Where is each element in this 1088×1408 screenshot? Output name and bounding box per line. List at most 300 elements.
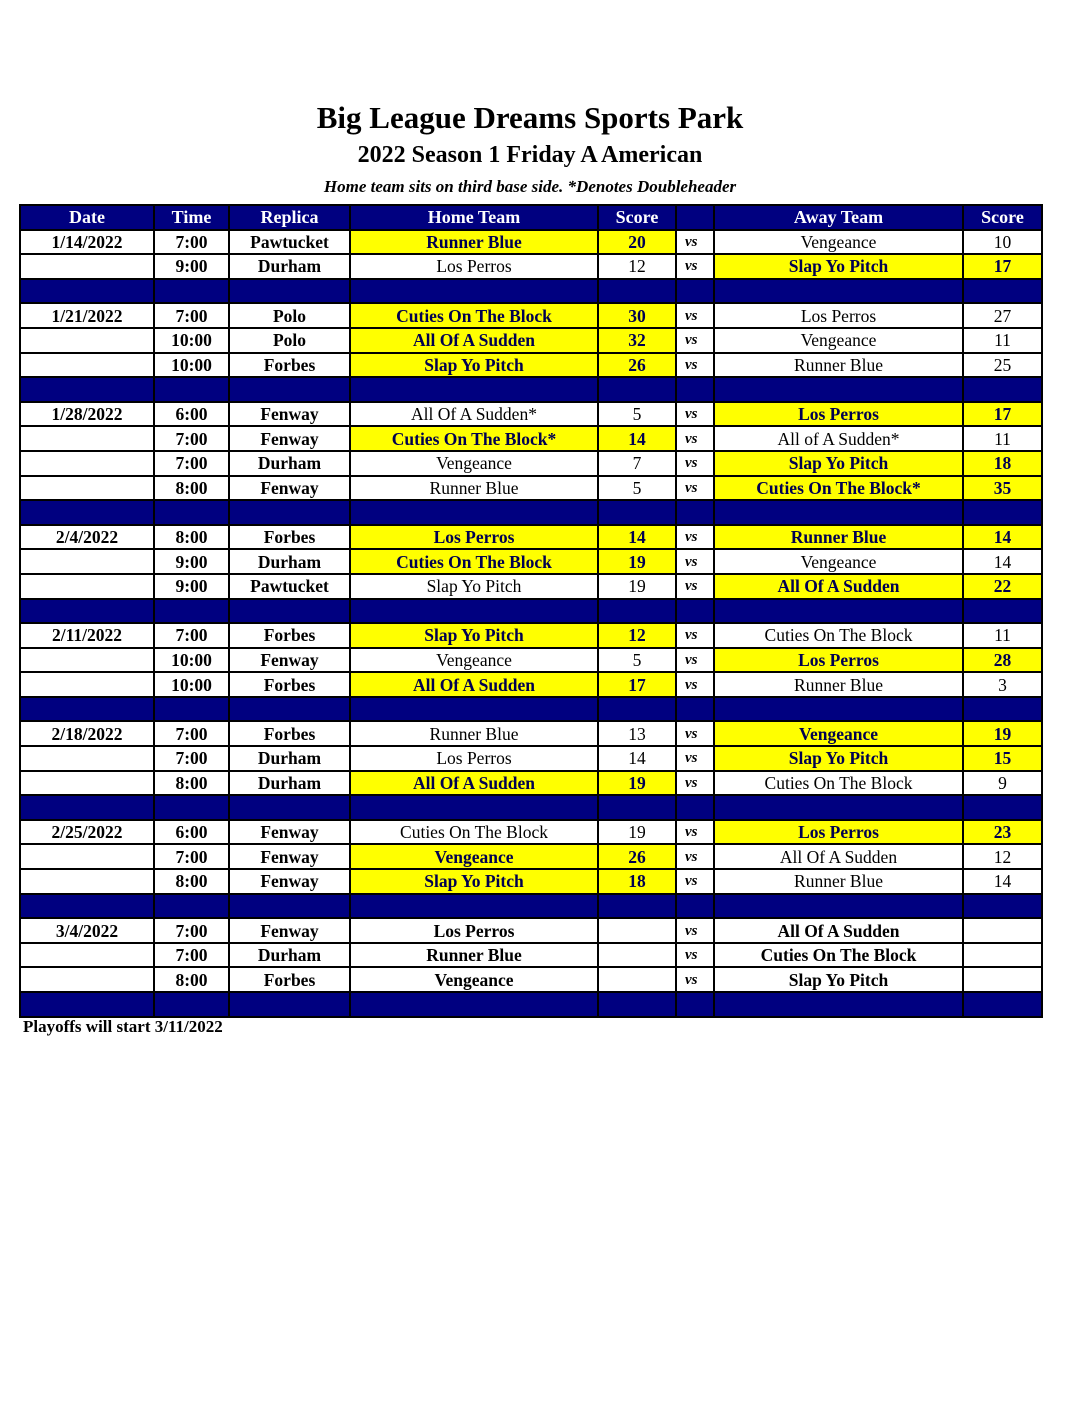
vs-label: vs <box>676 525 714 550</box>
home-team: Runner Blue <box>350 943 598 968</box>
game-row <box>20 525 1042 550</box>
week-separator-row <box>20 377 1042 402</box>
separator-cell <box>714 599 963 624</box>
away-team: Slap Yo Pitch <box>714 451 963 476</box>
playoffs-note: Playoffs will start 3/11/2022 <box>23 1017 223 1036</box>
vs-label: vs <box>676 820 714 845</box>
game-row <box>20 943 1042 968</box>
week-separator-row <box>20 599 1042 624</box>
separator-cell <box>229 279 350 304</box>
away-score: 11 <box>963 328 1042 353</box>
header-row <box>20 205 1042 230</box>
separator-cell <box>20 795 154 820</box>
home-team: Cuties On The Block* <box>350 426 598 451</box>
vs-label: vs <box>676 230 714 255</box>
game-row <box>20 353 1042 378</box>
page-subtitle: 2022 Season 1 Friday A American <box>357 142 703 168</box>
separator-cell <box>963 279 1042 304</box>
game-time: 7:00 <box>154 918 229 943</box>
game-row <box>20 746 1042 771</box>
away-score: 25 <box>963 353 1042 378</box>
home-score: 5 <box>598 648 676 673</box>
game-field: Fenway <box>229 918 350 943</box>
home-team: Los Perros <box>350 254 598 279</box>
home-team: Los Perros <box>350 918 598 943</box>
away-team: Runner Blue <box>714 525 963 550</box>
separator-cell <box>598 795 676 820</box>
away-team: Los Perros <box>714 648 963 673</box>
col-home-score: Score <box>598 205 676 230</box>
game-row <box>20 869 1042 894</box>
game-time: 9:00 <box>154 549 229 574</box>
game-time: 10:00 <box>154 328 229 353</box>
away-score: 3 <box>963 672 1042 697</box>
separator-cell <box>350 599 598 624</box>
game-date <box>20 844 154 869</box>
vs-label: vs <box>676 672 714 697</box>
home-team: Runner Blue <box>350 230 598 255</box>
home-team: Slap Yo Pitch <box>350 623 598 648</box>
separator-cell <box>714 894 963 919</box>
separator-cell <box>963 894 1042 919</box>
away-score: 27 <box>963 303 1042 328</box>
week-separator-row <box>20 500 1042 525</box>
game-field: Pawtucket <box>229 230 350 255</box>
away-score: 18 <box>963 451 1042 476</box>
game-date: 2/11/2022 <box>20 623 154 648</box>
home-score: 19 <box>598 820 676 845</box>
separator-cell <box>20 697 154 722</box>
home-score: 14 <box>598 746 676 771</box>
home-team: Runner Blue <box>350 721 598 746</box>
game-time: 8:00 <box>154 869 229 894</box>
vs-label: vs <box>676 648 714 673</box>
home-score: 17 <box>598 672 676 697</box>
game-time: 10:00 <box>154 672 229 697</box>
separator-cell <box>229 599 350 624</box>
separator-cell <box>676 795 714 820</box>
away-team: Cuties On The Block <box>714 943 963 968</box>
separator-cell <box>963 697 1042 722</box>
game-time: 10:00 <box>154 648 229 673</box>
away-team: Slap Yo Pitch <box>714 967 963 992</box>
away-team: Cuties On The Block <box>714 771 963 796</box>
col-away-team: Away Team <box>714 205 963 230</box>
away-score: 22 <box>963 574 1042 599</box>
separator-cell <box>350 279 598 304</box>
game-field: Durham <box>229 254 350 279</box>
separator-cell <box>20 599 154 624</box>
game-date: 1/21/2022 <box>20 303 154 328</box>
separator-cell <box>676 894 714 919</box>
away-team: Vengeance <box>714 549 963 574</box>
game-date: 2/4/2022 <box>20 525 154 550</box>
game-field: Durham <box>229 451 350 476</box>
game-row <box>20 328 1042 353</box>
separator-cell <box>350 697 598 722</box>
game-row <box>20 648 1042 673</box>
game-field: Forbes <box>229 967 350 992</box>
separator-cell <box>154 795 229 820</box>
away-score: 15 <box>963 746 1042 771</box>
separator-cell <box>598 279 676 304</box>
away-team: Runner Blue <box>714 869 963 894</box>
home-team: Vengeance <box>350 844 598 869</box>
away-score: 11 <box>963 623 1042 648</box>
home-score <box>598 967 676 992</box>
away-score: 17 <box>963 254 1042 279</box>
separator-cell <box>714 992 963 1017</box>
separator-cell <box>676 279 714 304</box>
home-team: Vengeance <box>350 967 598 992</box>
game-date <box>20 476 154 501</box>
game-row <box>20 820 1042 845</box>
schedule-note: Home team sits on third base side. *Denotes Doubleheader <box>323 177 737 196</box>
away-team: All Of A Sudden <box>714 844 963 869</box>
week-separator-row <box>20 279 1042 304</box>
game-date <box>20 967 154 992</box>
game-row <box>20 426 1042 451</box>
vs-label: vs <box>676 943 714 968</box>
separator-cell <box>154 377 229 402</box>
separator-cell <box>714 279 963 304</box>
game-field: Fenway <box>229 820 350 845</box>
vs-label: vs <box>676 623 714 648</box>
away-team: Los Perros <box>714 820 963 845</box>
home-score: 19 <box>598 771 676 796</box>
separator-cell <box>154 894 229 919</box>
home-score <box>598 918 676 943</box>
vs-label: vs <box>676 967 714 992</box>
separator-cell <box>154 500 229 525</box>
game-field: Durham <box>229 746 350 771</box>
separator-cell <box>154 279 229 304</box>
separator-cell <box>598 500 676 525</box>
game-field: Pawtucket <box>229 574 350 599</box>
separator-cell <box>350 894 598 919</box>
home-score: 14 <box>598 525 676 550</box>
game-date <box>20 746 154 771</box>
game-date: 3/4/2022 <box>20 918 154 943</box>
game-field: Forbes <box>229 623 350 648</box>
home-score: 26 <box>598 353 676 378</box>
game-field: Fenway <box>229 869 350 894</box>
separator-cell <box>20 894 154 919</box>
game-field: Fenway <box>229 476 350 501</box>
separator-cell <box>963 795 1042 820</box>
home-team: All Of A Sudden <box>350 672 598 697</box>
game-row <box>20 451 1042 476</box>
col-replica: Replica <box>229 205 350 230</box>
game-time: 6:00 <box>154 402 229 427</box>
home-team: Vengeance <box>350 451 598 476</box>
away-team: Vengeance <box>714 328 963 353</box>
separator-cell <box>154 599 229 624</box>
separator-cell <box>229 894 350 919</box>
game-field: Forbes <box>229 525 350 550</box>
separator-cell <box>20 500 154 525</box>
week-separator-row <box>20 697 1042 722</box>
game-time: 9:00 <box>154 574 229 599</box>
separator-cell <box>598 697 676 722</box>
home-score: 5 <box>598 476 676 501</box>
separator-cell <box>229 992 350 1017</box>
col-vs <box>676 205 714 230</box>
away-team: All Of A Sudden <box>714 574 963 599</box>
game-field: Forbes <box>229 721 350 746</box>
game-time: 7:00 <box>154 943 229 968</box>
game-time: 7:00 <box>154 746 229 771</box>
separator-cell <box>963 599 1042 624</box>
vs-label: vs <box>676 353 714 378</box>
game-date <box>20 771 154 796</box>
separator-cell <box>20 992 154 1017</box>
game-row <box>20 844 1042 869</box>
vs-label: vs <box>676 476 714 501</box>
separator-cell <box>714 795 963 820</box>
game-row <box>20 402 1042 427</box>
separator-cell <box>350 377 598 402</box>
home-score: 26 <box>598 844 676 869</box>
separator-cell <box>714 500 963 525</box>
game-time: 8:00 <box>154 967 229 992</box>
away-team: Slap Yo Pitch <box>714 746 963 771</box>
separator-cell <box>229 697 350 722</box>
away-score: 23 <box>963 820 1042 845</box>
separator-cell <box>714 377 963 402</box>
separator-cell <box>963 992 1042 1017</box>
home-score <box>598 943 676 968</box>
separator-cell <box>598 992 676 1017</box>
vs-label: vs <box>676 746 714 771</box>
home-team: All Of A Sudden <box>350 771 598 796</box>
game-time: 7:00 <box>154 844 229 869</box>
separator-cell <box>676 377 714 402</box>
home-team: All Of A Sudden* <box>350 402 598 427</box>
game-row <box>20 771 1042 796</box>
separator-cell <box>20 279 154 304</box>
game-date <box>20 328 154 353</box>
game-time: 8:00 <box>154 525 229 550</box>
vs-label: vs <box>676 844 714 869</box>
game-row <box>20 967 1042 992</box>
separator-cell <box>350 795 598 820</box>
home-score: 19 <box>598 574 676 599</box>
home-score: 13 <box>598 721 676 746</box>
game-time: 7:00 <box>154 230 229 255</box>
game-field: Polo <box>229 303 350 328</box>
game-field: Polo <box>229 328 350 353</box>
away-team: Vengeance <box>714 230 963 255</box>
game-row <box>20 230 1042 255</box>
vs-label: vs <box>676 328 714 353</box>
away-score: 14 <box>963 869 1042 894</box>
home-score: 18 <box>598 869 676 894</box>
home-score: 30 <box>598 303 676 328</box>
game-row <box>20 672 1042 697</box>
game-date <box>20 549 154 574</box>
away-team: All of A Sudden* <box>714 426 963 451</box>
separator-cell <box>598 894 676 919</box>
week-separator-row <box>20 992 1042 1017</box>
away-score <box>963 918 1042 943</box>
game-field: Fenway <box>229 402 350 427</box>
separator-cell <box>676 500 714 525</box>
away-team: Cuties On The Block* <box>714 476 963 501</box>
separator-cell <box>154 992 229 1017</box>
game-date <box>20 574 154 599</box>
vs-label: vs <box>676 721 714 746</box>
vs-label: vs <box>676 574 714 599</box>
away-team: Los Perros <box>714 402 963 427</box>
away-team: Cuties On The Block <box>714 623 963 648</box>
col-home-team: Home Team <box>350 205 598 230</box>
vs-label: vs <box>676 303 714 328</box>
away-score: 19 <box>963 721 1042 746</box>
separator-cell <box>676 599 714 624</box>
away-score: 12 <box>963 844 1042 869</box>
separator-cell <box>350 992 598 1017</box>
away-team: Los Perros <box>714 303 963 328</box>
game-time: 7:00 <box>154 623 229 648</box>
game-date <box>20 648 154 673</box>
game-field: Fenway <box>229 648 350 673</box>
game-date <box>20 451 154 476</box>
home-score: 7 <box>598 451 676 476</box>
game-time: 9:00 <box>154 254 229 279</box>
game-field: Forbes <box>229 672 350 697</box>
vs-label: vs <box>676 771 714 796</box>
game-date: 2/18/2022 <box>20 721 154 746</box>
game-row <box>20 623 1042 648</box>
away-team: Runner Blue <box>714 672 963 697</box>
game-time: 8:00 <box>154 476 229 501</box>
game-field: Durham <box>229 943 350 968</box>
separator-cell <box>714 697 963 722</box>
away-score: 35 <box>963 476 1042 501</box>
separator-cell <box>154 697 229 722</box>
separator-cell <box>229 795 350 820</box>
separator-cell <box>598 377 676 402</box>
game-date: 1/14/2022 <box>20 230 154 255</box>
away-score <box>963 943 1042 968</box>
game-time: 7:00 <box>154 303 229 328</box>
game-date <box>20 672 154 697</box>
home-team: Slap Yo Pitch <box>350 574 598 599</box>
away-team: Runner Blue <box>714 353 963 378</box>
week-separator-row <box>20 894 1042 919</box>
away-score: 28 <box>963 648 1042 673</box>
week-separator-row <box>20 795 1042 820</box>
away-team: All Of A Sudden <box>714 918 963 943</box>
vs-label: vs <box>676 451 714 476</box>
game-date <box>20 254 154 279</box>
separator-cell <box>229 377 350 402</box>
col-time: Time <box>154 205 229 230</box>
home-score: 19 <box>598 549 676 574</box>
vs-label: vs <box>676 254 714 279</box>
home-score: 5 <box>598 402 676 427</box>
game-row <box>20 303 1042 328</box>
home-team: All Of A Sudden <box>350 328 598 353</box>
game-time: 7:00 <box>154 426 229 451</box>
separator-cell <box>20 377 154 402</box>
game-field: Durham <box>229 549 350 574</box>
game-time: 7:00 <box>154 451 229 476</box>
vs-label: vs <box>676 869 714 894</box>
game-field: Durham <box>229 771 350 796</box>
page-title: Big League Dreams Sports Park <box>316 100 744 135</box>
away-score: 14 <box>963 549 1042 574</box>
game-row <box>20 721 1042 746</box>
game-date <box>20 869 154 894</box>
col-date: Date <box>20 205 154 230</box>
vs-label: vs <box>676 918 714 943</box>
home-team: Vengeance <box>350 648 598 673</box>
separator-cell <box>229 500 350 525</box>
away-score: 14 <box>963 525 1042 550</box>
separator-cell <box>676 697 714 722</box>
game-date <box>20 426 154 451</box>
home-team: Runner Blue <box>350 476 598 501</box>
game-time: 6:00 <box>154 820 229 845</box>
home-team: Slap Yo Pitch <box>350 353 598 378</box>
game-time: 7:00 <box>154 721 229 746</box>
home-team: Cuties On The Block <box>350 303 598 328</box>
home-team: Cuties On The Block <box>350 820 598 845</box>
game-field: Fenway <box>229 844 350 869</box>
separator-cell <box>963 500 1042 525</box>
vs-label: vs <box>676 549 714 574</box>
col-away-score: Score <box>963 205 1042 230</box>
game-time: 8:00 <box>154 771 229 796</box>
vs-label: vs <box>676 426 714 451</box>
away-score: 10 <box>963 230 1042 255</box>
home-team: Los Perros <box>350 746 598 771</box>
home-score: 20 <box>598 230 676 255</box>
game-date: 1/28/2022 <box>20 402 154 427</box>
game-date <box>20 353 154 378</box>
home-score: 12 <box>598 623 676 648</box>
game-row <box>20 476 1042 501</box>
away-score: 9 <box>963 771 1042 796</box>
separator-cell <box>350 500 598 525</box>
separator-cell <box>676 992 714 1017</box>
vs-label: vs <box>676 402 714 427</box>
game-field: Fenway <box>229 426 350 451</box>
game-row <box>20 549 1042 574</box>
game-date <box>20 943 154 968</box>
game-time: 10:00 <box>154 353 229 378</box>
home-team: Slap Yo Pitch <box>350 869 598 894</box>
away-team: Slap Yo Pitch <box>714 254 963 279</box>
game-row <box>20 574 1042 599</box>
game-date: 2/25/2022 <box>20 820 154 845</box>
game-row <box>20 254 1042 279</box>
away-score: 17 <box>963 402 1042 427</box>
away-team: Vengeance <box>714 721 963 746</box>
away-score: 11 <box>963 426 1042 451</box>
home-team: Cuties On The Block <box>350 549 598 574</box>
game-row <box>20 918 1042 943</box>
home-score: 32 <box>598 328 676 353</box>
game-field: Forbes <box>229 353 350 378</box>
away-score <box>963 967 1042 992</box>
home-score: 12 <box>598 254 676 279</box>
home-score: 14 <box>598 426 676 451</box>
separator-cell <box>963 377 1042 402</box>
home-team: Los Perros <box>350 525 598 550</box>
